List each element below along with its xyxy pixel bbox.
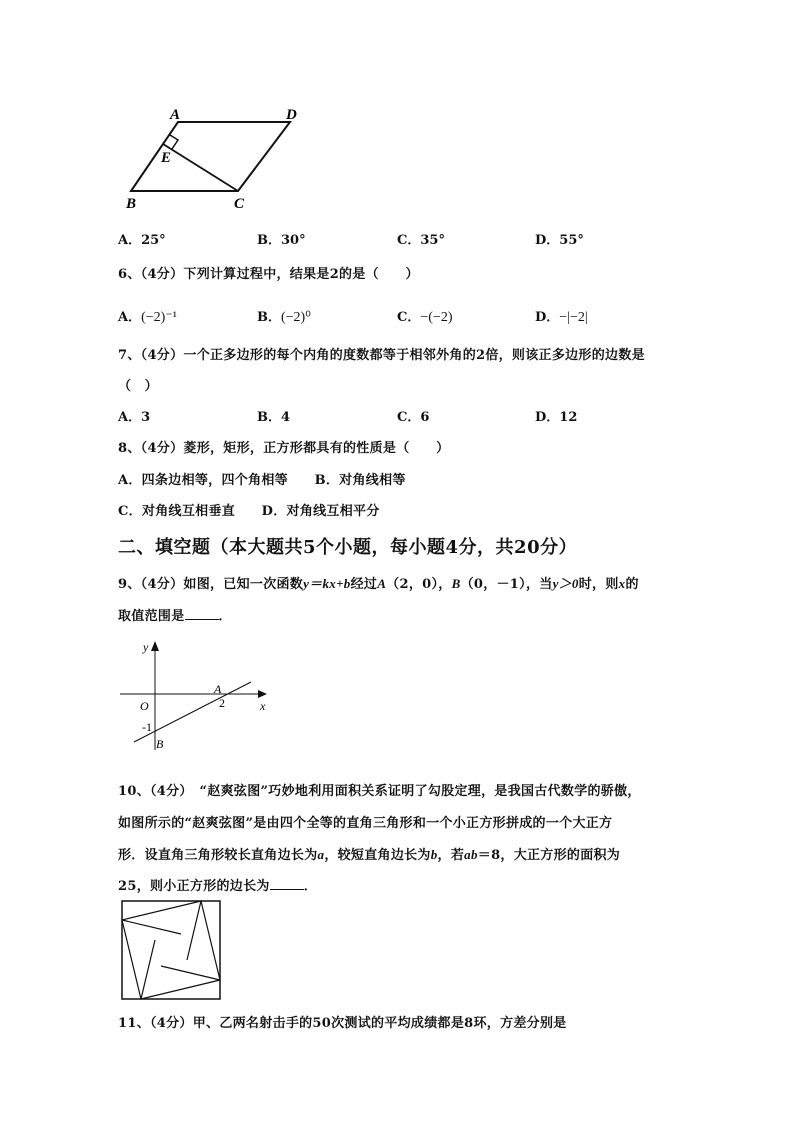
q9-point-b: B bbox=[451, 576, 461, 591]
q10-line3 bbox=[118, 844, 620, 863]
graph-label-b: B bbox=[156, 737, 164, 751]
q10-line3-d: ＝8，大正方形的面积为 bbox=[477, 848, 621, 863]
inner-square bbox=[122, 901, 220, 999]
graph-label-2: 2 bbox=[219, 696, 225, 710]
q10-line3-b: ，较短直角边长为 bbox=[324, 848, 431, 863]
q6-option-d[interactable]: D．−|−2| bbox=[535, 310, 588, 325]
q9-condition: y＞0 bbox=[552, 576, 579, 591]
q10-line4 bbox=[118, 875, 317, 894]
q10-var-a: a bbox=[317, 847, 325, 862]
q9-coordinate-graph bbox=[115, 638, 275, 753]
graph-label-a: A bbox=[214, 682, 222, 696]
q5-option-b[interactable]: B．30° bbox=[257, 233, 306, 248]
q6-option-b[interactable]: B．(−2)⁰ bbox=[257, 310, 311, 325]
q8-options-row1[interactable]: A．四条边相等，四个角相等 B．对角线相等 bbox=[118, 473, 406, 488]
q10-line3-a: 形．设直角三角形较长直角边长为 bbox=[118, 848, 318, 863]
q7-stem-line2: （ ） bbox=[118, 379, 158, 394]
q7-option-c[interactable]: C．6 bbox=[397, 410, 430, 425]
q10-answer-blank[interactable] bbox=[270, 877, 304, 890]
q5-option-c[interactable]: C．35° bbox=[397, 233, 445, 248]
graph-label-y: y bbox=[143, 640, 149, 654]
q10-var-b: b bbox=[430, 847, 438, 862]
q9-end: 的 bbox=[625, 577, 639, 592]
q7-option-d[interactable]: D．12 bbox=[535, 410, 578, 425]
triangle-edge-2 bbox=[187, 901, 201, 960]
q6-option-c[interactable]: C．−(−2) bbox=[397, 310, 453, 325]
q6-option-a[interactable]: A．(−2)⁻¹ bbox=[118, 310, 177, 325]
segment-EC bbox=[163, 144, 238, 191]
q6-stem: 6、（4分）下列计算过程中，结果是2的是（ ） bbox=[118, 267, 419, 282]
triangle-edge-4 bbox=[141, 940, 155, 999]
q9-function: y＝kx+b bbox=[303, 576, 351, 591]
parallelogram-outline bbox=[131, 122, 290, 191]
q7-stem-line1: 7、（4分）一个正多边形的每个内角的度数都等于相邻外角的2倍，则该正多边形的边数是 bbox=[118, 348, 645, 363]
label-E: E bbox=[161, 150, 172, 166]
triangle-edge-1 bbox=[122, 920, 181, 934]
graph-label-neg1: -1 bbox=[142, 720, 152, 734]
graph-label-origin: O bbox=[140, 699, 149, 713]
q8-options-row2[interactable]: C．对角线互相垂直 D．对角线互相平分 bbox=[118, 504, 380, 519]
label-C: C bbox=[234, 196, 245, 212]
q9-coord-a: （2，0）， bbox=[386, 577, 452, 592]
parallelogram-figure bbox=[118, 100, 318, 215]
q9-line2-text: 取值范围是 bbox=[118, 609, 185, 624]
label-B: B bbox=[126, 196, 137, 212]
q10-line2: 如图所示的“赵爽弦图”是由四个全等的直角三角形和一个小正方形拼成的一个大正方 bbox=[118, 816, 613, 831]
x-axis-arrow bbox=[258, 690, 267, 698]
q9-stem-line1 bbox=[118, 573, 639, 592]
y-axis-arrow bbox=[151, 641, 159, 651]
q5-option-d[interactable]: D．55° bbox=[535, 233, 584, 248]
label-A: A bbox=[170, 107, 181, 123]
q9-point-a: A bbox=[377, 576, 387, 591]
q9-coord-b: （0，－1），当 bbox=[460, 577, 553, 592]
q10-ab: ab bbox=[464, 847, 478, 862]
q9-mid1: 经过 bbox=[350, 577, 378, 592]
q8-stem: 8、（4分）菱形，矩形，正方形都具有的性质是（ ） bbox=[118, 441, 450, 456]
triangle-edge-3 bbox=[161, 966, 220, 980]
q11-stem: 11、（4分）甲、乙两名射击手的50次测试的平均成绩都是8环，方差分别是 bbox=[118, 1016, 567, 1031]
q10-line3-c: ，若 bbox=[437, 848, 465, 863]
q7-option-a[interactable]: A．3 bbox=[118, 410, 151, 425]
q5-option-a[interactable]: A．25° bbox=[118, 233, 166, 248]
outer-square bbox=[122, 901, 220, 999]
zhao-shuang-diagram bbox=[121, 900, 221, 1000]
q10-line1: 10、（4分） “赵爽弦图”巧妙地利用面积关系证明了勾股定理，是我国古代数学的骄傲， bbox=[118, 784, 641, 799]
q10-line4-text: 25，则小正方形的边长为 bbox=[118, 879, 270, 894]
q9-line2-end: ． bbox=[218, 609, 232, 624]
graph-label-x: x bbox=[260, 699, 266, 713]
right-angle-mark bbox=[170, 135, 178, 149]
section-heading: 二、填空题（本大题共5个小题，每小题4分，共20分） bbox=[118, 537, 578, 558]
label-D: D bbox=[286, 107, 297, 123]
q9-stem-line2 bbox=[118, 605, 232, 624]
q9-answer-blank[interactable] bbox=[185, 607, 219, 620]
q9-var-x: x bbox=[618, 576, 626, 591]
q9-mid2: 时，则 bbox=[578, 577, 619, 592]
q10-line4-end: ． bbox=[303, 879, 318, 894]
q7-option-b[interactable]: B．4 bbox=[257, 410, 291, 425]
q9-prefix: 9、（4分）如图，已知一次函数 bbox=[118, 577, 304, 592]
